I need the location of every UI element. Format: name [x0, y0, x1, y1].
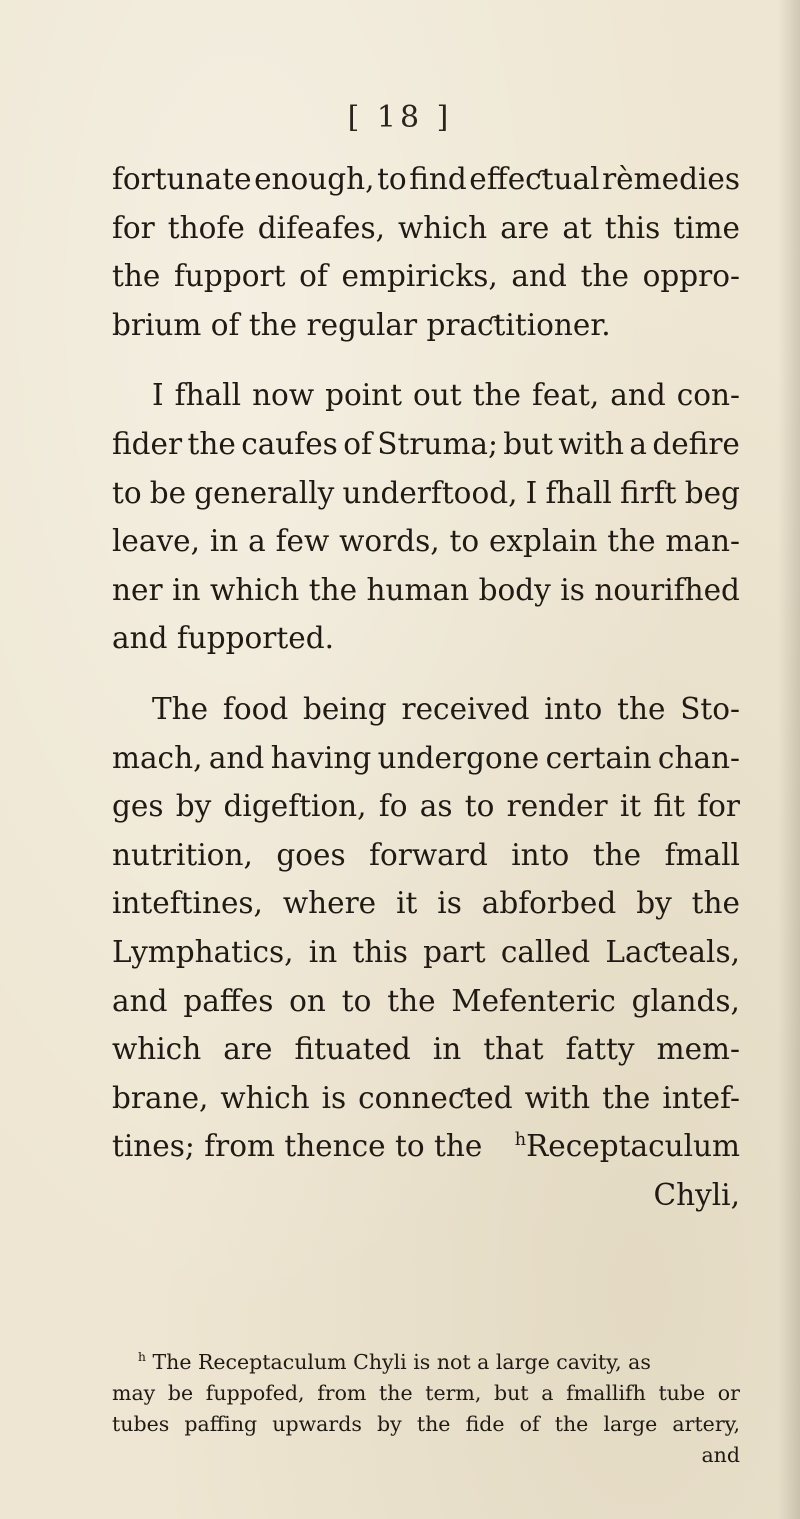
- word: be: [167, 1381, 194, 1405]
- text-line: [112, 977, 740, 1026]
- text-line: [112, 1074, 740, 1123]
- word: render: [506, 789, 608, 824]
- footnote-line: [112, 1378, 740, 1409]
- page-number-header: [ 18 ]: [347, 100, 453, 135]
- word: difeafes,: [257, 210, 385, 245]
- word: digeftion,: [223, 789, 367, 824]
- word: of: [299, 259, 328, 294]
- text-line: [112, 685, 740, 734]
- word: human: [366, 572, 470, 607]
- word: and: [208, 740, 265, 775]
- word: which: [112, 1032, 202, 1067]
- word: mem-: [656, 1032, 740, 1067]
- word: but: [503, 426, 554, 461]
- word: mach,: [112, 740, 203, 775]
- word: is: [321, 1080, 347, 1115]
- footnote-marker: h: [138, 1350, 146, 1365]
- word: upwards: [272, 1412, 362, 1436]
- word: beg: [684, 475, 740, 510]
- word: into: [544, 691, 603, 726]
- word: ner: [112, 572, 163, 607]
- word: fo: [378, 789, 408, 824]
- word: or: [717, 1381, 740, 1405]
- text-line: [112, 155, 740, 204]
- word: brane,: [112, 1080, 209, 1115]
- word: fupport: [174, 259, 286, 294]
- word: artery,: [672, 1412, 740, 1436]
- word: effeƈtual: [469, 162, 600, 196]
- word: it: [396, 886, 418, 921]
- text-line: [112, 371, 740, 420]
- word: find: [409, 162, 467, 196]
- word: at: [562, 210, 592, 245]
- word: fide: [465, 1412, 505, 1436]
- word: in: [308, 934, 338, 969]
- word: point: [325, 378, 403, 413]
- text-line: [112, 469, 740, 518]
- word: is: [560, 572, 585, 607]
- word: where: [282, 886, 377, 921]
- word: the: [602, 1080, 651, 1115]
- word: be: [149, 475, 187, 510]
- word: which: [397, 210, 488, 245]
- word: words,: [339, 524, 440, 559]
- word: part: [423, 934, 486, 969]
- word: fatty: [565, 1032, 635, 1067]
- word: are: [223, 1032, 273, 1067]
- text-line: and fupported.: [112, 621, 334, 656]
- word: the: [308, 572, 358, 607]
- word: nutrition,: [112, 837, 253, 872]
- word: fit: [653, 789, 685, 824]
- word: man-: [665, 524, 740, 559]
- text-line: brium of the regular praƈtitioner.: [112, 307, 611, 342]
- page-edge-shadow: [778, 0, 800, 1519]
- word: by: [376, 1412, 402, 1436]
- word: the: [592, 837, 642, 872]
- word: the: [580, 259, 629, 294]
- word: goes: [276, 837, 346, 872]
- word: to: [464, 789, 495, 824]
- word: from: [317, 1381, 367, 1405]
- text-line: [112, 204, 740, 253]
- word: as: [419, 789, 453, 824]
- word: Struma;: [377, 426, 498, 461]
- word: the: [416, 1412, 451, 1436]
- word: tubes: [112, 1412, 170, 1436]
- word: that: [483, 1032, 544, 1067]
- word: fhall: [174, 378, 242, 413]
- word: fmall: [664, 837, 740, 872]
- footnote-catchword: and: [701, 1443, 740, 1467]
- word: out: [413, 378, 462, 413]
- word: a: [629, 426, 647, 461]
- word: the: [617, 691, 666, 726]
- word: oppro-: [642, 259, 740, 294]
- text-line: [112, 1025, 740, 1074]
- word: abforbed: [481, 886, 617, 921]
- word: a: [248, 524, 266, 559]
- word: paffing: [184, 1412, 258, 1436]
- text-line: tines; from thence to the $^h$Receptaculum: [112, 1129, 740, 1164]
- text-line: [112, 928, 740, 977]
- text-line: [112, 782, 740, 831]
- word: con-: [676, 378, 740, 413]
- word: having: [270, 740, 372, 775]
- word: caufes: [241, 426, 338, 461]
- word: paffes: [183, 983, 274, 1018]
- word: the: [387, 983, 436, 1018]
- word: Mefenteric: [451, 983, 616, 1018]
- word: for: [112, 210, 155, 245]
- word: may: [112, 1381, 156, 1405]
- word: of: [343, 426, 372, 461]
- word: time: [673, 210, 740, 245]
- word: food: [222, 691, 289, 726]
- footnote: [112, 1347, 740, 1471]
- word: enough,: [254, 162, 375, 196]
- word: underftood,: [342, 475, 518, 510]
- word: fortunate: [112, 162, 252, 196]
- word: called: [500, 934, 591, 969]
- word: this: [352, 934, 408, 969]
- word: by: [636, 886, 672, 921]
- body-text: [112, 155, 740, 1219]
- word: glands,: [631, 983, 740, 1018]
- word: but: [493, 1381, 529, 1405]
- word: nourifhed: [594, 572, 740, 607]
- word: on: [289, 983, 326, 1018]
- word: thofe: [167, 210, 245, 245]
- word: a: [541, 1381, 554, 1405]
- text-line: [112, 734, 740, 783]
- word: to: [377, 162, 407, 196]
- word: are: [500, 210, 550, 245]
- word: the: [607, 524, 656, 559]
- text-line: [112, 831, 740, 880]
- word: defire: [652, 426, 740, 461]
- word: Sto-: [680, 691, 740, 726]
- word: which: [210, 572, 300, 607]
- footnote-line: $^h$ The Receptaculum Chyli is not a large cavity, as: [138, 1350, 651, 1374]
- word: to: [449, 524, 480, 559]
- word: by: [175, 789, 212, 824]
- word: this: [604, 210, 661, 245]
- word: and: [112, 983, 168, 1018]
- word: and: [511, 259, 567, 294]
- word: tube: [658, 1381, 706, 1405]
- word: with: [524, 1080, 591, 1115]
- word: Laƈteals,: [605, 934, 740, 969]
- word: firft: [619, 475, 677, 510]
- word: is: [437, 886, 462, 921]
- word: in: [172, 572, 201, 607]
- word: certain: [545, 740, 652, 775]
- footnote-line: [112, 1409, 740, 1440]
- word: Lymphatics,: [112, 934, 294, 969]
- word: of: [519, 1412, 540, 1436]
- word: the: [379, 1381, 413, 1405]
- word: inteftines,: [112, 886, 263, 921]
- word: ges: [112, 789, 164, 824]
- word: body: [478, 572, 551, 607]
- word: few: [275, 524, 330, 559]
- word: for: [697, 789, 740, 824]
- text-line: [112, 252, 740, 301]
- word: the: [112, 259, 161, 294]
- text-line: [112, 420, 740, 469]
- word: the: [187, 426, 236, 461]
- word: to: [112, 475, 142, 510]
- word: and: [610, 378, 666, 413]
- word: received: [401, 691, 530, 726]
- word: to: [341, 983, 372, 1018]
- word: I: [152, 378, 164, 413]
- catchword: Chyli,: [653, 1177, 740, 1212]
- word: term,: [425, 1381, 482, 1405]
- word: chan-: [657, 740, 740, 775]
- word: The: [152, 691, 209, 726]
- word: large: [603, 1412, 658, 1436]
- word: fmallifh: [566, 1381, 646, 1405]
- word: rèmedies: [602, 162, 740, 196]
- word: the: [691, 886, 740, 921]
- text-line: [112, 517, 740, 566]
- word: I: [525, 475, 538, 510]
- word: in: [432, 1032, 462, 1067]
- word: intef-: [662, 1080, 740, 1115]
- word: undergone: [377, 740, 540, 775]
- footnote-reference: h: [514, 1130, 527, 1151]
- word: leave,: [112, 524, 200, 559]
- word: into: [511, 837, 570, 872]
- word: conneƈted: [358, 1080, 513, 1115]
- word: fituated: [294, 1032, 411, 1067]
- text-line: [112, 566, 740, 615]
- word: the: [472, 378, 521, 413]
- word: fhall: [545, 475, 612, 510]
- word: which: [220, 1080, 310, 1115]
- word: empiricks,: [341, 259, 498, 294]
- word: in: [209, 524, 239, 559]
- word: fider: [112, 426, 183, 461]
- word: forward: [369, 837, 488, 872]
- word: explain: [488, 524, 598, 559]
- word: feat,: [532, 378, 600, 413]
- word: now: [252, 378, 315, 413]
- word: generally: [194, 475, 335, 510]
- word: being: [303, 691, 387, 726]
- word: fuppofed,: [205, 1381, 305, 1405]
- text-line: [112, 879, 740, 928]
- word: the: [554, 1412, 589, 1436]
- word: with: [558, 426, 624, 461]
- word: it: [619, 789, 642, 824]
